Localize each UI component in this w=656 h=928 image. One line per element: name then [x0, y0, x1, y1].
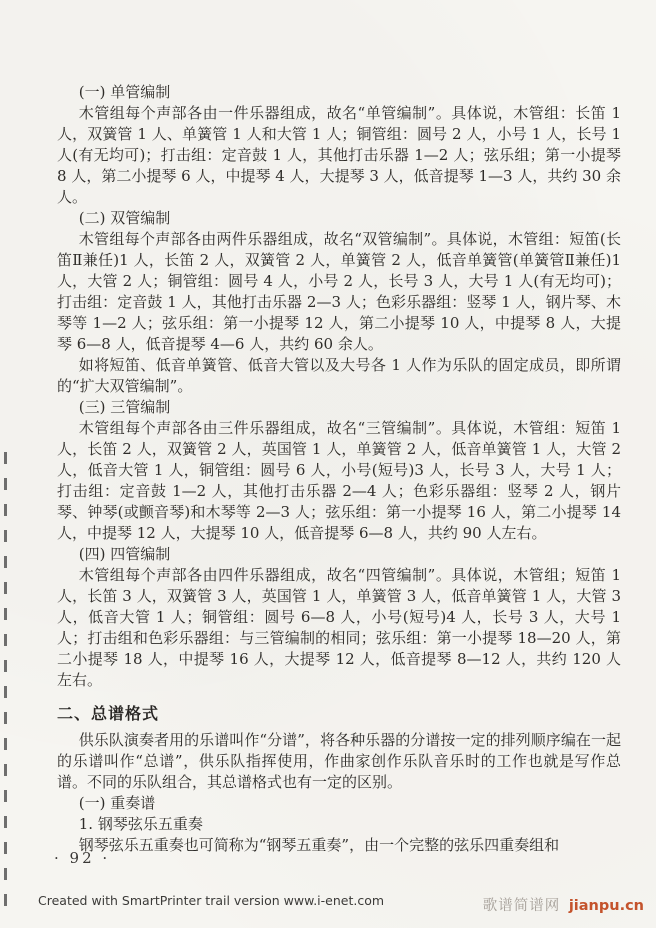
heading-quadruple-pipe-setup: (四) 四管编制: [78, 545, 171, 563]
paragraph-score-format-intro: 供乐队演奏者用的乐谱叫作“分谱”，将各种乐器的分谱按一定的排列顺序编在一起的乐谱叫作“总谱”，供乐队指挥使用，作曲家创作乐队音乐时的工作也就是写作总谱。不同的乐队组合，其总谱格式也有一定的区别。: [57, 731, 621, 791]
site-watermark: [483, 894, 644, 915]
page-number: · 92 ·: [54, 849, 111, 867]
binding-dashed-line: [4, 452, 7, 920]
paragraph-double-pipe-setup: 木管组每个声部各由两件乐器组成，故名“双管编制”。具体说，木管组：短笛(长笛Ⅱ兼任)1 人，长笛 2 人，双簧管 2 人，单簧管 2 人，低音单簧管(单簧管Ⅱ兼任)1 人，大管 2 人；铜管组：圆号 4 人，小号 2 人，长号 3 人，大号 1 人(有无均可)；打击组：定音鼓 1 人，其他打击乐器 2—3 人；色彩乐器组：竖琴 1 人，钢片琴、木琴等 1—2 人；弦乐组：第一小提琴 12 人，第二小提琴 10 人，中提琴 8 人，大提琴 6—8 人，低音提琴 4—6 人，共约 60 余人。: [57, 230, 621, 353]
paragraph-triple-pipe-setup: 木管组每个声部各由三件乐器组成，故名“三管编制”。具体说，木管组：短笛 1 人，长笛 2 人，双簧管 2 人，英国管 1 人，单簧管 2 人，低音单簧管 1 人，大管 2 人，低音大管 1 人，铜管组：圆号 6 人，小号(短号)3 人，长号 3 人，大号 1 人；打击组：定音鼓 1—2 人，其他打击乐器 2—4 人；色彩乐器组：竖琴 2 人，钢片琴、钟琴(或颤音琴)和木琴等 2—3 人；弦乐组：第一小提琴 16 人，第二小提琴 14 人，中提琴 12 人，大提琴 10 人，低音提琴 6—8 人，共约 90 人左右。: [57, 419, 621, 542]
heading-chamber-ensemble-score: (一) 重奏谱: [78, 794, 156, 812]
paragraph-single-pipe-setup: 木管组每个声部各由一件乐器组成，故名“单管编制”。具体说，木管组：长笛 1 人，双簧管 1 人、单簧管 1 人和大管 1 人；铜管组：圆号 2 人，小号 1 人，长号 1 人(有无均可)；打击组：定音鼓 1 人，其他打击乐器 1—2 人；弦乐组；第一小提琴 8 人，第二小提琴 6 人，中提琴 4 人，大提琴 3 人，低音提琴 1—3 人，共约 30 余人。: [57, 104, 621, 206]
site-watermark-name: 歌谱简谱网: [482, 898, 561, 914]
heading-score-format: 二、总谱格式: [57, 704, 160, 723]
site-watermark-domain: jianpu.cn: [568, 898, 644, 914]
printer-watermark-text: Created with SmartPrinter trail version www.i-enet.com: [38, 893, 385, 908]
heading-double-pipe-setup: (二) 双管编制: [78, 209, 171, 227]
paragraph-expanded-double-pipe: 如将短笛、低音单簧管、低音大管以及大号各 1 人作为乐队的固定成员，即所谓的“扩大双管编制”。: [57, 356, 621, 395]
heading-triple-pipe-setup: (三) 三管编制: [78, 398, 171, 416]
paragraph-quadruple-pipe-setup: 木管组每个声部各由四件乐器组成，故名“四管编制”。具体说，木管组；短笛 1 人，长笛 3 人，双簧管 3 人，英国管 1 人，单簧管 3 人，低音单簧管 1 人，大管 3 人，低音大管 1 人；铜管组：圆号 6—8 人，小号(短号)4 人，长号 3 人，大号 1 人；打击组和色彩乐器组：与三管编制的相同；弦乐组：第一小提琴 18—20 人，第二小提琴 18 人，中提琴 16 人，大提琴 12 人，低音提琴 8—12 人，共约 120 人左右。: [57, 566, 621, 689]
list-item-piano-string-quintet: 1. 钢琴弦乐五重奏: [78, 815, 203, 833]
page-content: [57, 82, 621, 856]
heading-single-pipe-setup: (一) 单管编制: [78, 83, 171, 101]
paragraph-piano-quintet-intro: 钢琴弦乐五重奏也可简称为“钢琴五重奏”，由一个完整的弦乐四重奏组和: [78, 836, 560, 854]
